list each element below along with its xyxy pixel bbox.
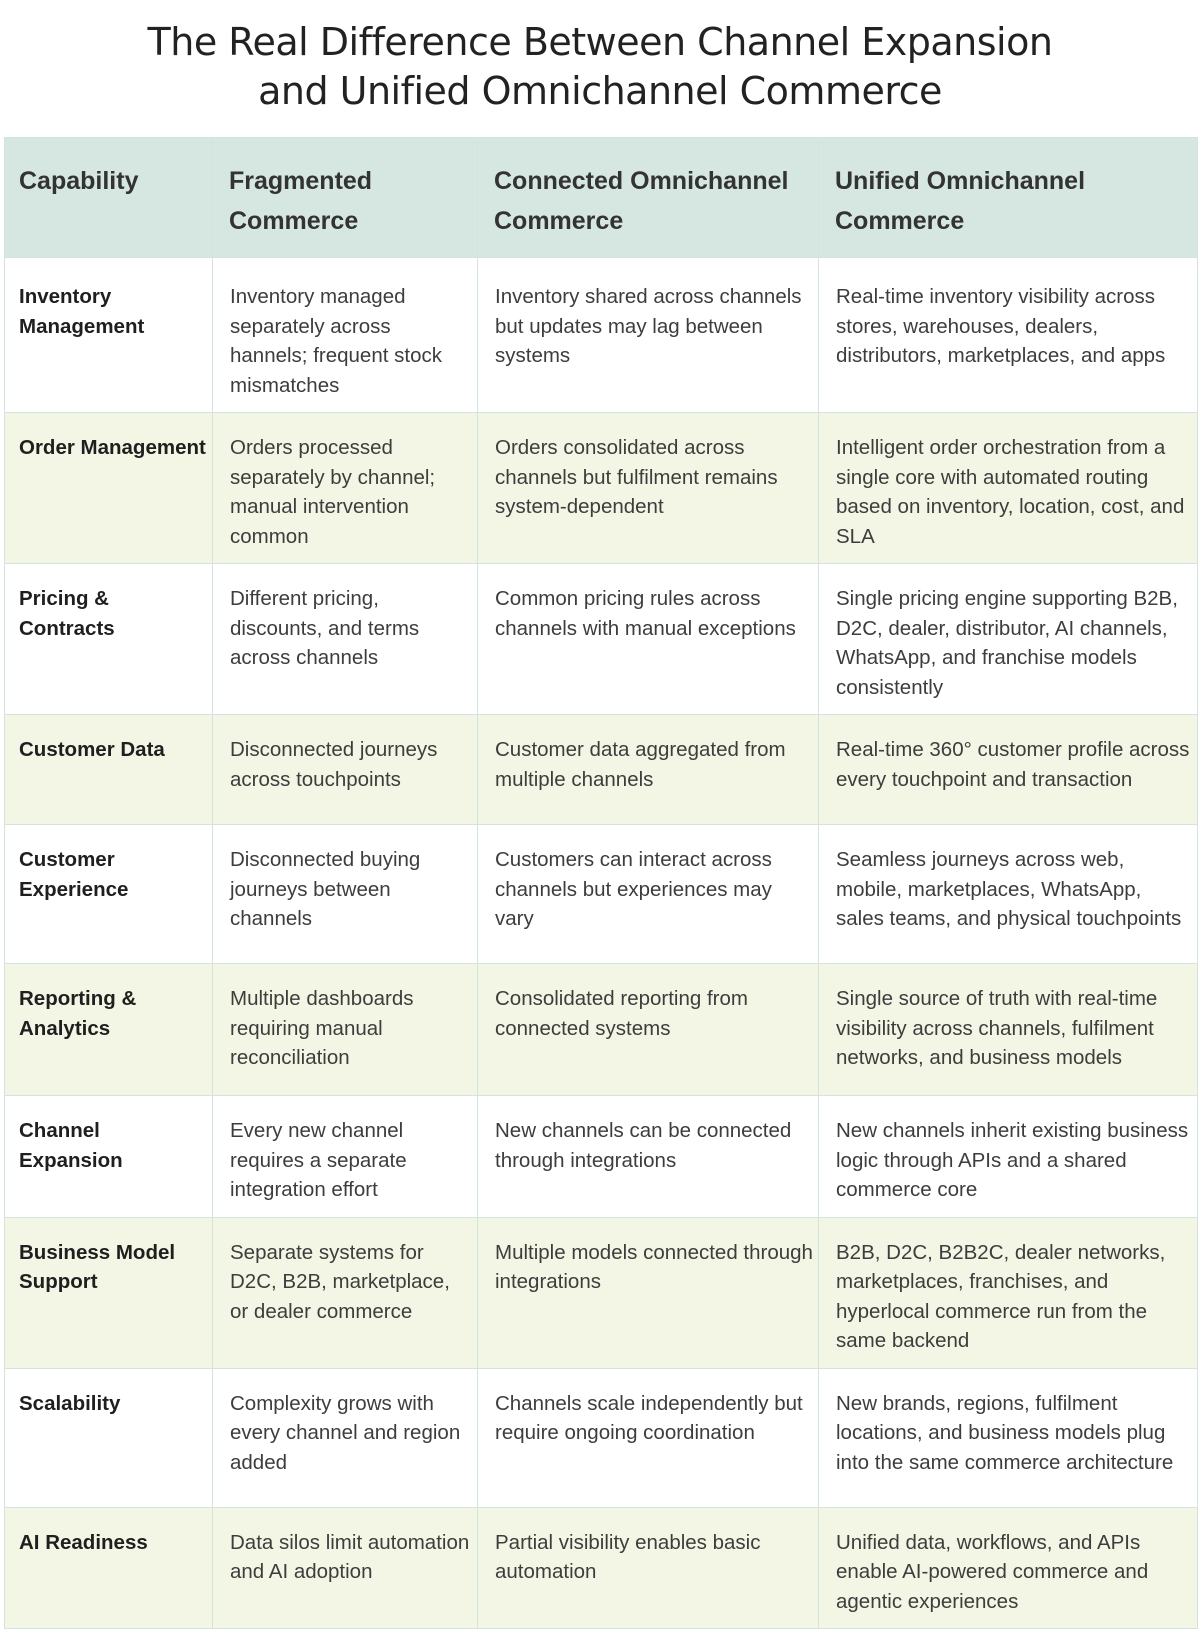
header-unified: Unified Omnichannel Commerce bbox=[819, 138, 1198, 258]
table-row bbox=[5, 1368, 1198, 1507]
row-unified: Real-time 360° customer profile across every touchpoint and transaction bbox=[819, 715, 1198, 825]
row-connected: Consolidated reporting from connected systems bbox=[478, 964, 819, 1096]
row-capability: Customer Experience bbox=[5, 825, 213, 964]
title-line-1: The Real Difference Between Channel Expansion bbox=[147, 20, 1053, 64]
row-connected: Inventory shared across channels but updates may lag between systems bbox=[478, 258, 819, 413]
row-unified: New brands, regions, fulfilment locations, and business models plug into the same commerce architecture bbox=[819, 1368, 1198, 1507]
row-connected: Multiple models connected through integrations bbox=[478, 1217, 819, 1368]
row-fragmented: Data silos limit automation and AI adoption bbox=[213, 1507, 478, 1629]
row-fragmented: Inventory managed separately across hannels; frequent stock mismatches bbox=[213, 258, 478, 413]
row-fragmented: Disconnected journeys across touchpoints bbox=[213, 715, 478, 825]
table-header-row bbox=[5, 138, 1198, 258]
row-fragmented: Multiple dashboards requiring manual reconciliation bbox=[213, 964, 478, 1096]
row-fragmented: Orders processed separately by channel; manual intervention common bbox=[213, 413, 478, 564]
row-connected: Partial visibility enables basic automation bbox=[478, 1507, 819, 1629]
row-capability: Customer Data bbox=[5, 715, 213, 825]
row-capability: AI Readiness bbox=[5, 1507, 213, 1629]
table-row bbox=[5, 1217, 1198, 1368]
row-connected: Customer data aggregated from multiple channels bbox=[478, 715, 819, 825]
header-capability: Capability bbox=[5, 138, 213, 258]
row-capability: Channel Expansion bbox=[5, 1096, 213, 1218]
row-connected: Orders consolidated across channels but fulfilment remains system-dependent bbox=[478, 413, 819, 564]
row-fragmented: Separate systems for D2C, B2B, marketplace, or dealer commerce bbox=[213, 1217, 478, 1368]
row-fragmented: Disconnected buying journeys between channels bbox=[213, 825, 478, 964]
table-row bbox=[5, 964, 1198, 1096]
row-connected: Common pricing rules across channels with manual exceptions bbox=[478, 564, 819, 715]
row-fragmented: Complexity grows with every channel and region added bbox=[213, 1368, 478, 1507]
table-row bbox=[5, 1507, 1198, 1629]
title-line-2: and Unified Omnichannel Commerce bbox=[258, 69, 942, 113]
row-connected: New channels can be connected through integrations bbox=[478, 1096, 819, 1218]
row-capability: Pricing & Contracts bbox=[5, 564, 213, 715]
page-title bbox=[0, 18, 1200, 116]
row-connected: Channels scale independently but require ongoing coordination bbox=[478, 1368, 819, 1507]
row-capability: Reporting & Analytics bbox=[5, 964, 213, 1096]
row-unified: Single pricing engine supporting B2B, D2C, dealer, distributor, AI channels, WhatsApp, and franchise models consistently bbox=[819, 564, 1198, 715]
row-capability: Business Model Support bbox=[5, 1217, 213, 1368]
row-fragmented: Every new channel requires a separate integration effort bbox=[213, 1096, 478, 1218]
header-connected: Connected Omnichannel Commerce bbox=[478, 138, 819, 258]
comparison-table bbox=[4, 137, 1198, 1629]
row-connected: Customers can interact across channels but experiences may vary bbox=[478, 825, 819, 964]
row-unified: Unified data, workflows, and APIs enable AI-powered commerce and agentic experiences bbox=[819, 1507, 1198, 1629]
row-capability: Inventory Management bbox=[5, 258, 213, 413]
table-row bbox=[5, 1096, 1198, 1218]
row-unified: Single source of truth with real-time visibility across channels, fulfilment networks, and business models bbox=[819, 964, 1198, 1096]
table-row bbox=[5, 564, 1198, 715]
table-row bbox=[5, 413, 1198, 564]
row-unified: New channels inherit existing business logic through APIs and a shared commerce core bbox=[819, 1096, 1198, 1218]
table-row bbox=[5, 715, 1198, 825]
row-capability: Order Management bbox=[5, 413, 213, 564]
table-row bbox=[5, 258, 1198, 413]
row-unified: Seamless journeys across web, mobile, marketplaces, WhatsApp, sales teams, and physical touchpoints bbox=[819, 825, 1198, 964]
table-row bbox=[5, 825, 1198, 964]
row-unified: Real-time inventory visibility across stores, warehouses, dealers, distributors, marketplaces, and apps bbox=[819, 258, 1198, 413]
row-fragmented: Different pricing, discounts, and terms across channels bbox=[213, 564, 478, 715]
row-unified: B2B, D2C, B2B2C, dealer networks, marketplaces, franchises, and hyperlocal commerce run from the same backend bbox=[819, 1217, 1198, 1368]
row-unified: Intelligent order orchestration from a single core with automated routing based on inventory, location, cost, and SLA bbox=[819, 413, 1198, 564]
header-fragmented: Fragmented Commerce bbox=[213, 138, 478, 258]
row-capability: Scalability bbox=[5, 1368, 213, 1507]
